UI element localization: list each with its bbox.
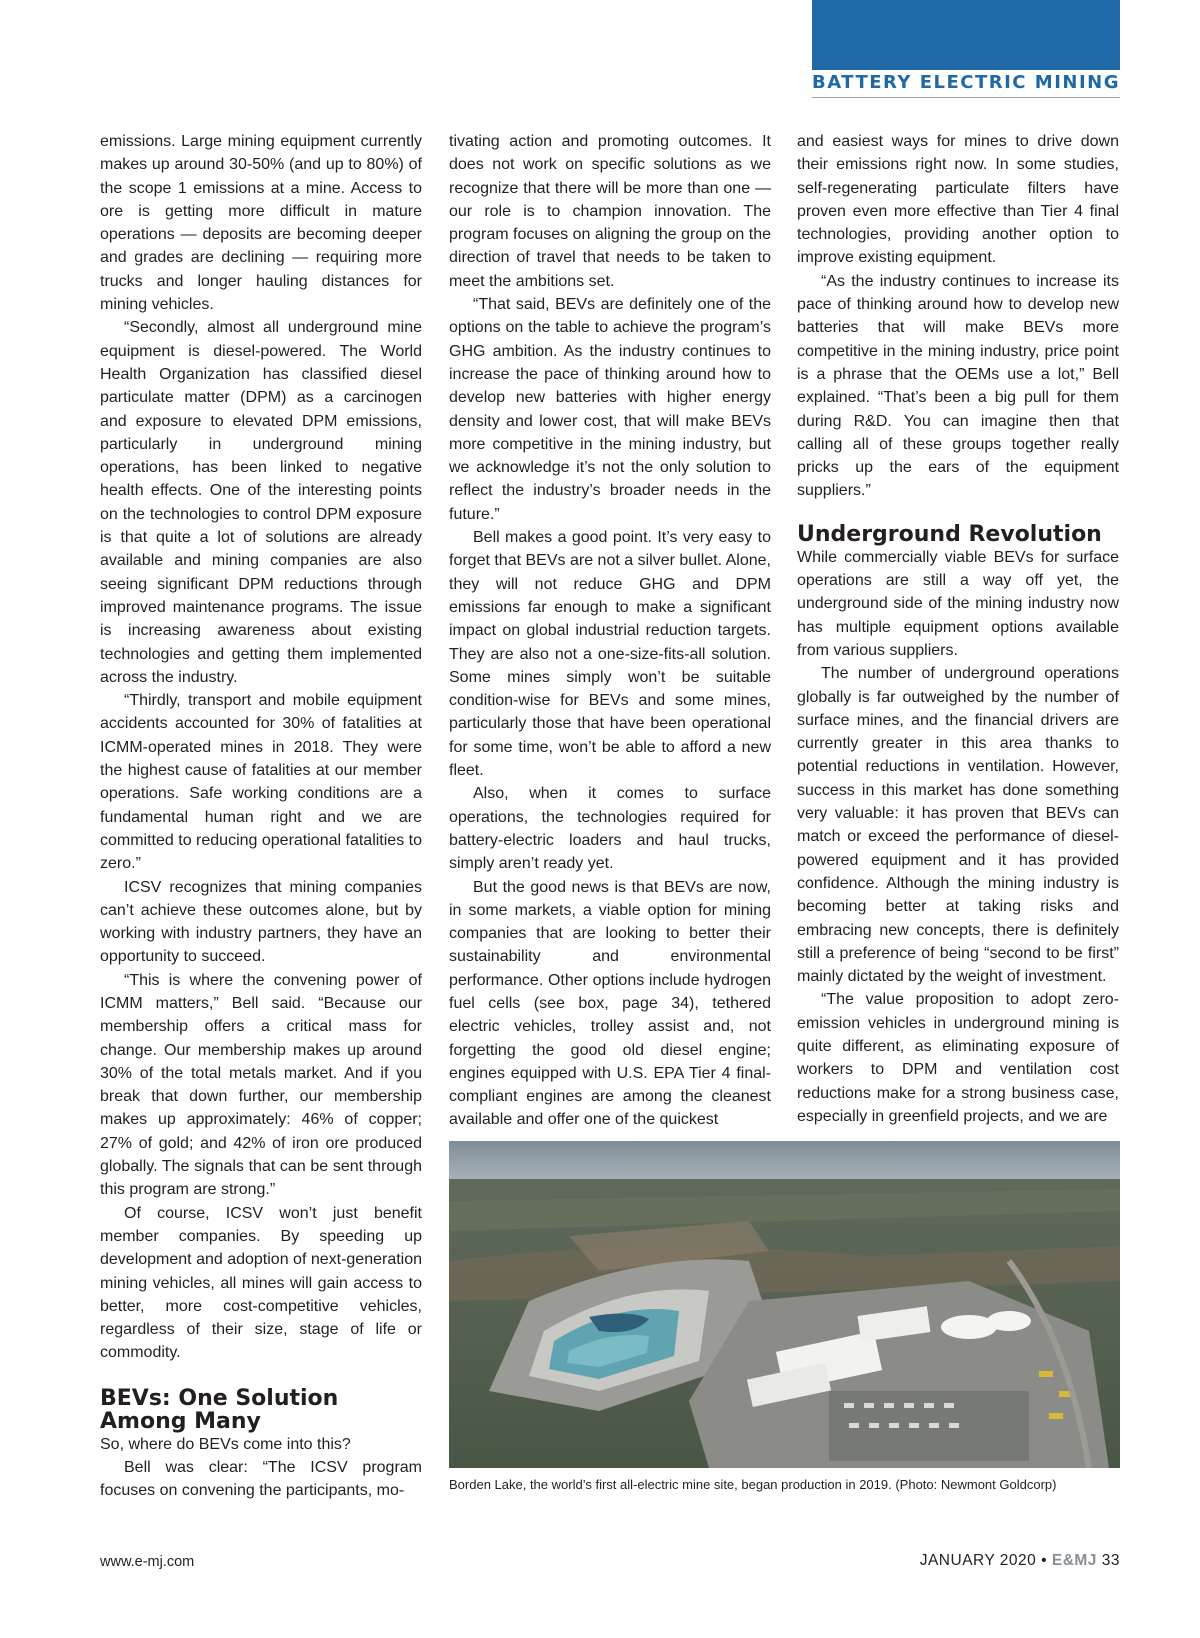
footer-url: www.e-mj.com	[100, 1554, 195, 1570]
paragraph: “That said, BEVs are definitely one of the options on the table to achieve the program’s GHG ambition. As the industry continues to increase the pace of thinking around how to develop new batteries with higher energy density and lower cost, that will make BEVs more competitive in the mining industry, but we acknowledge it’s not the only solution to reflect the industry’s broader needs in the future.”	[449, 296, 771, 523]
footer-bullet: •	[1041, 1552, 1048, 1569]
paragraph: “The value proposition to adopt zero-emission vehicles in underground mining is quite different, as eliminating exposure of workers to DPM and ventilation cost reductions make for a strong business case, especially in greenfield projects, and we are	[797, 991, 1119, 1125]
paragraph: Bell makes a good point. It’s very easy to forget that BEVs are not a silver bullet. Alone, they will not reduce GHG and DPM emissions far enough to make a significant impact on global industrial reduction targets. They are also not a one-size-fits-all solution. Some mines simply won’t be suitable condition-wise for BEVs and some mines, particularly those that have been operational for some time, won’t be able to afford a new fleet.	[449, 529, 771, 780]
page-number: 33	[1101, 1552, 1120, 1569]
paragraph: “Secondly, almost all underground mine equipment is diesel-powered. The World Health Organization has classified diesel particulate matter (DPM) as a carcinogen and exposure to elevated DPM emissions, particularly in underground mining operations, has been linked to negative health effects. One of the interesting points on the technologies to control DPM exposure is that quite a lot of solutions are already available and mining companies are also seeing significant DPM reductions through improved maintenance programs. The issue is increasing awareness about existing technologies and getting them implemented across the industry.	[100, 319, 422, 686]
paragraph: and easiest ways for mines to drive down their emissions right now. In some studies, self-regenerating particulate filters have proven even more effective than Tier 4 final technologies, providing another option to improve existing equipment.	[797, 133, 1119, 267]
subheading-bevs: BEVs: One Solution Among Many	[100, 1385, 339, 1434]
paragraph: Of course, ICSV won’t just benefit member companies. By speeding up development and adoption of next-generation mining vehicles, all mines will gain access to better, more cost-competitive vehicles, regardless of their size, stage of life or commodity.	[100, 1204, 423, 1362]
paragraph: But the good news is that BEVs are now, in some markets, a viable option for mining companies that are looking to better their sustainability and environmental performance. Other options include hydrogen fuel cells (see box, page 34), tethered electric vehicles, trolley assist and, not forgetting the good old diesel engine; engines equipped with U.S. EPA Tier 4 final-compliant engines are among the cleanest available and offer one of the quickest	[449, 878, 771, 1129]
column-2	[449, 130, 771, 1132]
paragraph: tivating action and promoting outcomes. It does not work on specific solutions as we recognize that there will be more than one — our role is to champion innovation. The program focuses on aligning the group on the direction of travel that needs to be taken to meet the ambitions set.	[449, 133, 771, 290]
footer-brand: E&MJ	[1051, 1552, 1097, 1569]
header-divider	[812, 97, 1120, 98]
subheading-underground: Underground Revolution	[797, 521, 1102, 547]
header-color-bar	[812, 0, 1120, 70]
column-3	[797, 130, 1119, 1128]
footer-folio	[920, 1552, 1120, 1570]
paragraph: “Thirdly, transport and mobile equipment accidents accounted for 30% of fatalities at ICMM-operated mines in 2018. They were the highest cause of fatalities at our member operations. Safe working conditions are a fundamental human right and we are committed to reducing operational fatalities to zero.”	[100, 692, 422, 873]
mine-site-photo	[449, 1141, 1120, 1468]
paragraph: So, where do BEVs come into this?	[100, 1435, 351, 1453]
paragraph: emissions. Large mining equipment currently makes up around 30-50% (and up to 80%) of the scope 1 emissions at a mine. Access to ore is getting more difficult in mature operations — deposits are becoming deeper and grades are declining — requiring more trucks and longer hauling distances for mining vehicles.	[100, 133, 422, 314]
paragraph: While commercially viable BEVs for surface operations are still a way off yet, the underground side of the mining industry now has multiple equipment options available from various suppliers.	[797, 548, 1119, 659]
section-label: BATTERY ELECTRIC MINING	[812, 72, 1120, 93]
column-1	[100, 130, 422, 1503]
paragraph: “As the industry continues to increase its pace of thinking around how to develop new batteries that will make BEVs more competitive in the mining industry, price point is a phrase that the OEMs use a lot,” Bell explained. “That’s been a big pull for them during R&D. You can imagine then that calling all of these groups together really pricks up the ears of the equipment suppliers.”	[797, 272, 1119, 500]
paragraph: “This is where the convening power of ICMM matters,” Bell said. “Because our membership offers a critical mass for change. Our membership makes up around 30% of the total metals market. And if you break that down further, our membership makes up approximately: 46% of copper; 27% of gold; and 42% of iron ore produced globally. The signals that can be sent through this program are strong.”	[100, 971, 422, 1199]
footer-issue: JANUARY 2020	[919, 1552, 1037, 1569]
paragraph: Bell was clear: “The ICSV program focuses on convening the participants, mo-	[100, 1459, 422, 1500]
paragraph: ICSV recognizes that mining companies can’t achieve these outcomes alone, but by working with industry partners, they have an opportunity to succeed.	[100, 878, 422, 966]
paragraph: The number of underground operations globally is far outweighed by the number of surface mines, and the financial drivers are currently greater in this area thanks to potential reductions in ventilation. However, success in this market has done something very valuable: it has proven that BEVs can match or exceed the performance of diesel-powered equipment and it has provided confidence. Although the mining industry is becoming better at taking risks and embracing new concepts, there is definitely still a preference of being “second to be first” mainly dictated by the weight of investment.	[797, 665, 1119, 986]
photo-caption: Borden Lake, the world’s first all-electric mine site, began production in 2019. (Photo: Newmont Goldcorp)	[449, 1477, 1057, 1492]
paragraph: Also, when it comes to surface operations, the technologies required for battery-electric loaders and haul trucks, simply aren’t ready yet.	[449, 785, 771, 873]
